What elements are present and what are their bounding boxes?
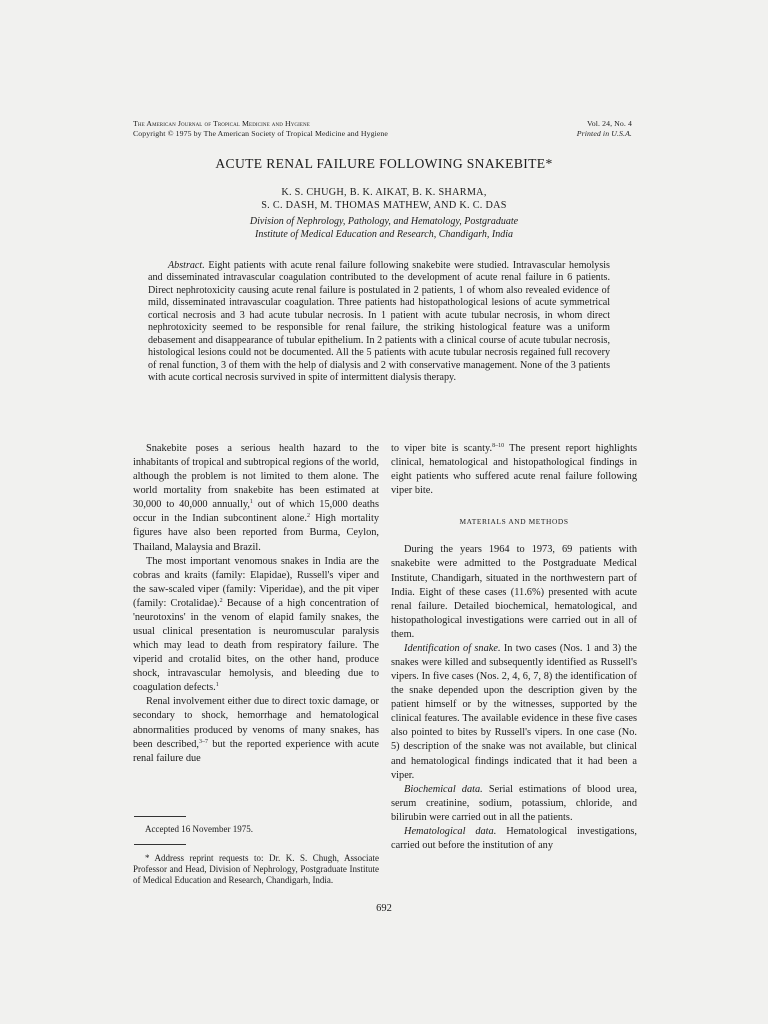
intro-paragraph-1: Snakebite poses a serious health hazard to the inhabitants of tropical and subtropical regions of the world, although the problem is not limited to them alone. The world mortality from snakebite has been estimated at 30,000 to 40,000 annually,$^1$ out of which 15,000 deaths occur in the Indian subcontinent alone.$^2$ High mortality figures have also been reported from Burma, Ceylon, Thailand, Malaysia and Brazil. <box>133 443 379 553</box>
author-line-2: S. C. DASH, M. THOMAS MATHEW, AND K. C. DAS <box>261 200 507 211</box>
affiliation-line-2: Institute of Medical Education and Research, Chandigarh, India <box>254 228 514 240</box>
section-heading: MATERIALS AND METHODS <box>459 517 569 527</box>
affiliation-line-1: Division of Nephrology, Pathology, and Hematology, Postgraduate <box>249 216 519 227</box>
subheading: Hematological data. <box>404 825 497 837</box>
journal-header <box>133 119 388 139</box>
intro-paragraph-2: The most important venomous snakes in India are the cobras and kraits (family: Elapidae), Russell's viper and the saw-scaled viper (family: Viperidae), and the pit viper (family: Crotalidae).$^2$ Because of a high concentration of 'neurotoxins' in the venom of elapid family snakes, the usual clinical presentation is neuromuscular paralysis which may lead to death from respiratory failure. The viperid and crotalid bites, on the other hand, produce shock, intravascular hemolysis, and bleeding due to coagulation defects.$^1$ <box>133 555 379 694</box>
printed-in: Printed in U.S.A. <box>576 129 632 138</box>
citation-ref: 1 <box>249 499 253 506</box>
subheading: Biochemical data. <box>404 783 483 795</box>
abstract-label: Abstract. <box>168 260 205 271</box>
reprint-footnote: * Address reprint requests to: Dr. K. S. Chugh, Associate Professor and Head, Division of Nephrology, Postgraduate Institute of Medical Education and Research, Chandigarh, India. <box>133 853 379 885</box>
subheading: Identification of snake. <box>404 642 501 654</box>
biochemical-paragraph: Biochemical data. Serial estimations of blood urea, serum creatinine, sodium, potassium, chloride, and bilirubin were carried out in all the patients. <box>391 783 637 823</box>
abstract-text: Eight patients with acute renal failure following snakebite were studied. Intravascular hemolysis and disseminated intravascular coagulation contributed to the development of acute renal failure in 6 patients. Direct nephrotoxicity causing acute renal failure is postulated in 2 patients, 1 of whom also revealed evidence of mild, disseminated intravascular coagulation. Three patients had histopathological lesions of acute symmetrical cortical necrosis and 3 had acute tubular necrosis. In 1 patient with acute tubular necrosis, in whom direct nephrotoxicity seemed to be responsible for renal failure, the striking histological feature was a uniform debasement and disappearance of tubular epithelium. In 2 patients with a clinical course of acute tubular necrosis, histological lesions could not be documented. All the 5 patients with acute tubular necrosis regained full recovery of renal function, 3 of them with the help of dialysis and 2 with conservative management. None of the 3 patients with acute cortical necrosis survived in spite of intermittent dialysis therapy. <box>148 260 610 384</box>
citation-ref: 2 <box>306 513 310 520</box>
journal-name: The American Journal of Tropical Medicine and Hygiene <box>133 119 310 128</box>
issue-info <box>577 119 632 139</box>
intro-paragraph-3: Renal involvement either due to direct toxic damage, or secondary to shock, hemorrhage and hematological abnormalities produced by venoms of many snakes, has been described,$^{3-7}$ but the reported experience with acute renal failure due <box>133 696 379 764</box>
abstract <box>148 260 610 385</box>
copyright-line: Copyright © 1975 by The American Society of Tropical Medicine and Hygiene <box>133 129 388 138</box>
affiliation <box>0 216 768 241</box>
intro-continuation: to viper bite is scanty.$^{8-10}$ The present report highlights clinical, hematological and histopathological findings in eight patients who suffered acute renal failure following viper bite. <box>391 443 637 497</box>
page-number: 692 <box>376 903 392 914</box>
accepted-date: Accepted 16 November 1975. <box>145 824 253 834</box>
author-line-1: K. S. CHUGH, B. K. AIKAT, B. K. SHARMA, <box>281 187 487 198</box>
hematological-paragraph: Hematological data. Hematological investigations, carried out before the institution of any <box>391 825 637 852</box>
citation-ref: 1 <box>215 682 219 689</box>
citation-ref: 8–10 <box>492 443 505 449</box>
right-column <box>391 442 637 853</box>
citation-ref: 3–7 <box>199 738 209 745</box>
author-list <box>0 186 768 212</box>
left-column <box>133 442 379 766</box>
citation-ref: 2 <box>219 597 223 604</box>
article-title: ACUTE RENAL FAILURE FOLLOWING SNAKEBITE* <box>215 156 553 171</box>
identification-paragraph: Identification of snake. In two cases (Nos. 1 and 3) the snakes were killed and subsequently identified as Russell's vipers. In five cases (Nos. 2, 4, 6, 7, 8) the identification of the snake depended upon the description given by the patient himself or by the witnesses, supported by the clinical features. The available evidence in these five cases also pointed to bites by Russell's vipers. In one case (No. 5) description of the snake was not available, but clinical and hematological findings indicated that it had been a viper. <box>391 642 637 781</box>
volume-number: Vol. 24, No. 4 <box>586 119 632 128</box>
footnote-divider-2 <box>134 844 186 845</box>
methods-paragraph: During the years 1964 to 1973, 69 patients with snakebite were admitted to the Postgraduate Medical Institute, Chandigarh, situated in the northwestern part of India. Eight of these cases (11.6%) presented with acute renal failure. Detailed biochemical, hematological, and histopathological investigations were carried out in all of them. <box>391 544 637 640</box>
footnote-divider-1 <box>134 816 186 817</box>
